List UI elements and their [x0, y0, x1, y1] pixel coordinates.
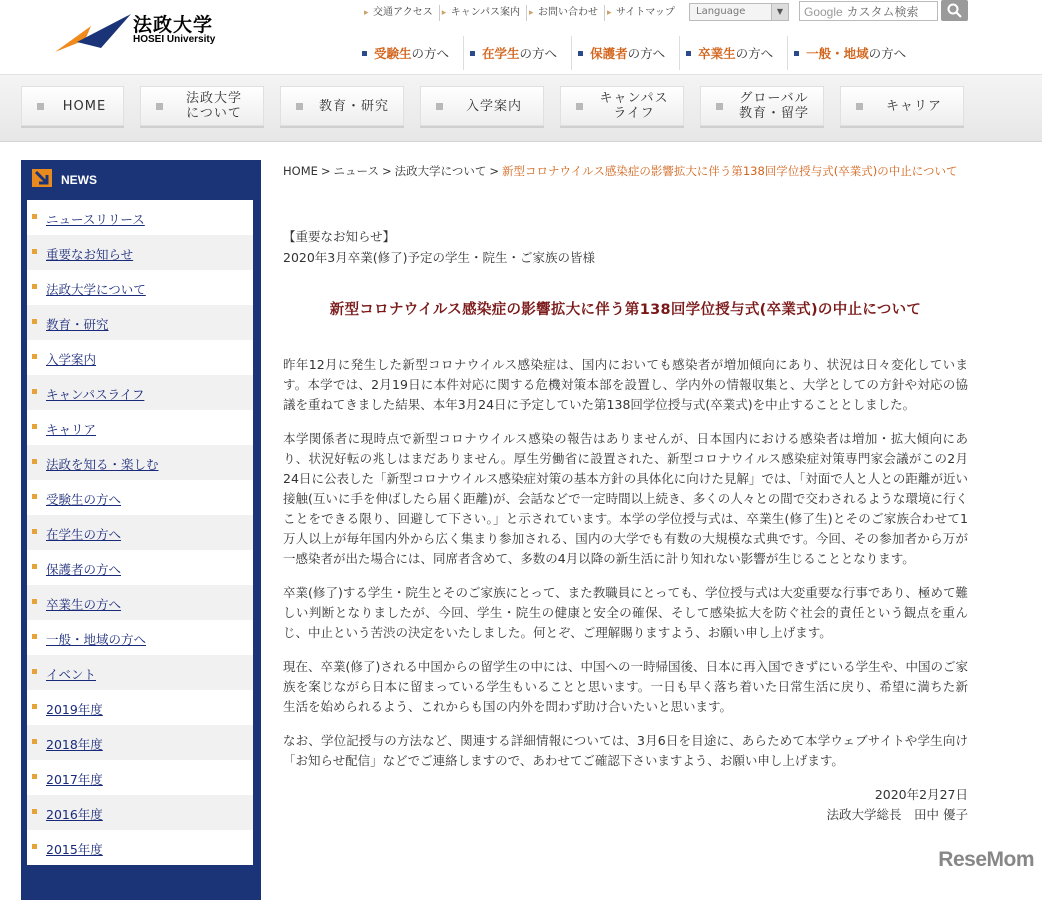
sidebar-item-label: キャンパスライフ	[46, 387, 145, 402]
search-icon	[947, 3, 962, 18]
search-input[interactable]	[799, 1, 938, 21]
gnav-label: キャリア	[885, 98, 942, 114]
bullet-icon	[32, 494, 37, 499]
global-nav	[0, 74, 1042, 142]
audience-suffix: の方へ	[627, 46, 666, 61]
logo-name-jp: 法政大学	[133, 14, 214, 36]
util-link-sitemap[interactable]: ▸ サイトマップ	[605, 5, 681, 21]
sidebar-header	[21, 160, 261, 197]
language-select-value: Language	[696, 6, 746, 17]
utility-links	[362, 5, 681, 21]
audience-highlight: 一般・地域	[806, 46, 869, 61]
bullet-icon	[156, 103, 163, 110]
bullet-icon	[32, 319, 37, 324]
sidebar-item[interactable]	[27, 690, 253, 725]
sidebar-item-label: 保護者の方へ	[46, 562, 122, 577]
sidebar-item-label: 入学案内	[46, 352, 97, 367]
audience-link-parents[interactable]	[571, 36, 679, 70]
bullet-icon	[37, 103, 44, 110]
bullet-icon	[32, 249, 37, 254]
sidebar-item[interactable]	[27, 270, 253, 305]
gnav-global[interactable]	[700, 86, 824, 126]
sidebar-item[interactable]	[27, 655, 253, 690]
sidebar-item[interactable]	[27, 515, 253, 550]
breadcrumb-home[interactable]: HOME	[283, 164, 318, 178]
sidebar-title: NEWS	[61, 173, 97, 187]
sidebar-item-label: 法政大学について	[46, 282, 146, 297]
sidebar-item[interactable]	[27, 585, 253, 620]
bullet-icon	[32, 284, 37, 289]
article-body	[283, 226, 968, 825]
notice-label: 【重要なお知らせ】	[283, 229, 396, 244]
search-brand: Google	[804, 5, 843, 19]
gnav-label: キャンパス ライフ	[599, 91, 669, 121]
sidebar-item[interactable]	[27, 795, 253, 830]
article-paragraph: 卒業(修了)する学生・院生とそのご家族にとって、また教職員にとっても、学位授与式は大変重要な行事であり、極めて難しい判断となりましたが、今回、学生・院生の健康と安全の確保、そして感染拡大を防ぐ社会的責任という観点を重んじ、中止という苦渋の決定をいたしました。何とぞ、ご理解賜りますよう、お願い申し上げます。	[283, 585, 968, 640]
audience-suffix: の方へ	[735, 46, 774, 61]
bullet-icon	[32, 564, 37, 569]
bullet-icon	[32, 809, 37, 814]
bullet-icon	[32, 529, 37, 534]
bullet-icon	[32, 424, 37, 429]
search-placeholder: カスタム検索	[846, 5, 919, 19]
breadcrumb-current: 新型コロナウイルス感染症の影響拡大に伴う第138回学位授与式(卒業式)の中止について	[502, 164, 958, 178]
bullet-icon	[32, 459, 37, 464]
hosei-logo[interactable]	[55, 12, 245, 58]
bullet-icon	[32, 389, 37, 394]
notice-recipients: 2020年3月卒業(修了)予定の学生・院生・ご家族の皆様	[283, 250, 596, 265]
gnav-label: HOME	[62, 98, 107, 114]
site-header	[0, 0, 1042, 74]
sidebar-item[interactable]	[27, 375, 253, 410]
audience-suffix: の方へ	[519, 46, 558, 61]
util-link-contact[interactable]: ▸ お問い合わせ	[527, 5, 605, 21]
article-date: 2020年2月27日	[874, 787, 968, 802]
util-link-campus[interactable]: ▸ キャンパス案内	[440, 5, 527, 21]
breadcrumb-separator: >	[489, 164, 500, 178]
gnav-education[interactable]	[280, 86, 404, 126]
util-link-access[interactable]: ▸ 交通アクセス	[362, 5, 440, 21]
breadcrumb-separator: >	[320, 164, 331, 178]
sidebar-item[interactable]	[27, 410, 253, 445]
article-paragraph: 現在、卒業(修了)される中国からの留学生の中には、中国への一時帰国後、日本に再入国できずにいる学生や、中国のご家族を案じながら日本に留まっている学生もいることと思います。一日も早く落ち着いた日常生活に戻り、希望に満ちた新生活を始められるよう、これからも国の内外を問わず助け合いたいと思います。	[283, 659, 968, 714]
sidebar-item-label: 2018年度	[46, 737, 103, 752]
article-title: 新型コロナウイルス感染症の影響拡大に伴う第138回学位授与式(卒業式)の中止について	[329, 302, 922, 318]
search-button[interactable]	[941, 0, 968, 21]
gnav-career[interactable]	[840, 86, 964, 126]
gnav-admissions[interactable]	[420, 86, 544, 126]
audience-highlight: 保護者	[590, 46, 628, 61]
gnav-label: 教育・研究	[318, 98, 389, 114]
sidebar-item[interactable]	[27, 830, 253, 865]
gnav-label: 法政大学 について	[185, 91, 242, 121]
article-paragraph: なお、学位記授与の方法など、関連する詳細情報については、3月6日を目途に、あらためて本学ウェブサイトや学生向け「お知らせ配信」などでご連絡しますので、あわせてご確認下さいますよう、お願い申し上げます。	[283, 733, 968, 768]
audience-link-alumni[interactable]	[679, 36, 787, 70]
sidebar-item-label: 2019年度	[46, 702, 103, 717]
audience-link-students[interactable]	[463, 36, 571, 70]
bullet-icon	[32, 599, 37, 604]
sidebar-item[interactable]	[27, 725, 253, 760]
sidebar-item-label: 2015年度	[46, 842, 103, 857]
news-sidebar	[21, 160, 261, 900]
bullet-icon	[32, 354, 37, 359]
sidebar-item[interactable]	[27, 620, 253, 655]
article-paragraph: 本学関係者に現時点で新型コロナウイルス感染の報告はありませんが、日本国内における感染者は増加・拡大傾向にあり、状況好転の兆しはまだありません。厚生労働省に設置された、新型コロナウイルス感染症対策専門家会議がこの2月24日に公表した「新型コロナウイルス感染症対策の基本方針の具体化に向けた見解」では、「対面で人と人との距離が近い接触(互いに手を伸ばしたら届く距離)が、会話などで一定時間以上続き、多くの人々との間で交わされるような環境に行くことをできる限り、回避して下さい。」と示されています。本学の学位授与式は、卒業生(修了生)とそのご家族合わせて1万人以上が毎年国内外から広く集まり参加される、国内の大学でも有数の大規模な式典です。今回、その参加者から万が一感染者が出た場合には、同席者含めて、多数の4月以降の新生活に計り知れない影響が生じることとなります。	[283, 431, 968, 566]
sidebar-item-label: 2017年度	[46, 772, 103, 787]
audience-highlight: 在学生	[482, 46, 520, 61]
sidebar-item[interactable]	[27, 200, 253, 235]
audience-link-public[interactable]	[787, 36, 920, 70]
sidebar-item-label: キャリア	[46, 422, 97, 437]
bullet-icon	[856, 103, 863, 110]
sidebar-item-label: 教育・研究	[46, 317, 109, 332]
arrow-down-right-icon	[32, 169, 52, 187]
bullet-icon	[436, 103, 443, 110]
bullet-icon	[716, 103, 723, 110]
logo-mark-icon	[55, 12, 131, 56]
sidebar-item-label: 法政を知る・楽しむ	[46, 457, 159, 472]
sidebar-item-label: 一般・地域の方へ	[46, 632, 147, 647]
sidebar-item-label: 在学生の方へ	[46, 527, 122, 542]
sidebar-item-label: 卒業生の方へ	[46, 597, 122, 612]
logo-name-en: HOSEI University	[133, 34, 216, 45]
gnav-home[interactable]	[21, 86, 124, 126]
audience-suffix: の方へ	[411, 46, 450, 61]
bullet-icon	[32, 844, 37, 849]
gnav-campus-life[interactable]	[560, 86, 684, 126]
sidebar-item[interactable]	[27, 340, 253, 375]
sidebar-item[interactable]	[27, 760, 253, 795]
breadcrumb-separator: >	[381, 164, 392, 178]
article-signature: 法政大学総長 田中 優子	[826, 807, 968, 822]
sidebar-item-label: ニュースリリース	[46, 212, 145, 227]
gnav-about[interactable]	[140, 86, 264, 126]
bullet-icon	[296, 103, 303, 110]
sidebar-item-label: イベント	[46, 667, 97, 682]
sidebar-item[interactable]	[27, 445, 253, 480]
audience-suffix: の方へ	[868, 46, 907, 61]
bullet-icon	[32, 214, 37, 219]
sidebar-item-label: 2016年度	[46, 807, 103, 822]
sidebar-item-label: 重要なお知らせ	[46, 247, 134, 262]
breadcrumb	[283, 163, 958, 179]
audience-nav	[356, 36, 920, 70]
breadcrumb-news[interactable]: ニュース	[333, 164, 379, 178]
bullet-icon	[32, 774, 37, 779]
audience-link-applicants[interactable]	[356, 36, 463, 70]
sidebar-item[interactable]	[27, 235, 253, 270]
audience-highlight: 受験生	[374, 46, 412, 61]
bullet-icon	[32, 704, 37, 709]
gnav-label: 入学案内	[465, 98, 522, 114]
audience-highlight: 卒業生	[698, 46, 736, 61]
bullet-icon	[32, 739, 37, 744]
sidebar-list	[27, 200, 253, 865]
breadcrumb-about[interactable]: 法政大学について	[394, 164, 487, 178]
gnav-label: グローバル 教育・留学	[738, 91, 809, 121]
bullet-icon	[576, 103, 583, 110]
language-select[interactable]	[689, 3, 789, 21]
watermark-logo: ReseMom	[938, 848, 1034, 871]
sidebar-item[interactable]	[27, 305, 253, 340]
article-paragraph: 昨年12月に発生した新型コロナウイルス感染症は、国内においても感染者が増加傾向にあり、状況は日々変化しています。本学では、2月19日に本件対応に関する危機対策本部を設置し、学内外の情報収集と、大学としての方針や対応の協議を重ねてきました結果、本年3月24日に予定していた第138回学位授与式(卒業式)を中止することとしました。	[283, 357, 968, 412]
bullet-icon	[32, 634, 37, 639]
chevron-down-icon: ▼	[771, 4, 788, 20]
sidebar-item[interactable]	[27, 480, 253, 515]
sidebar-item-label: 受験生の方へ	[46, 492, 122, 507]
sidebar-item[interactable]	[27, 550, 253, 585]
bullet-icon	[32, 669, 37, 674]
